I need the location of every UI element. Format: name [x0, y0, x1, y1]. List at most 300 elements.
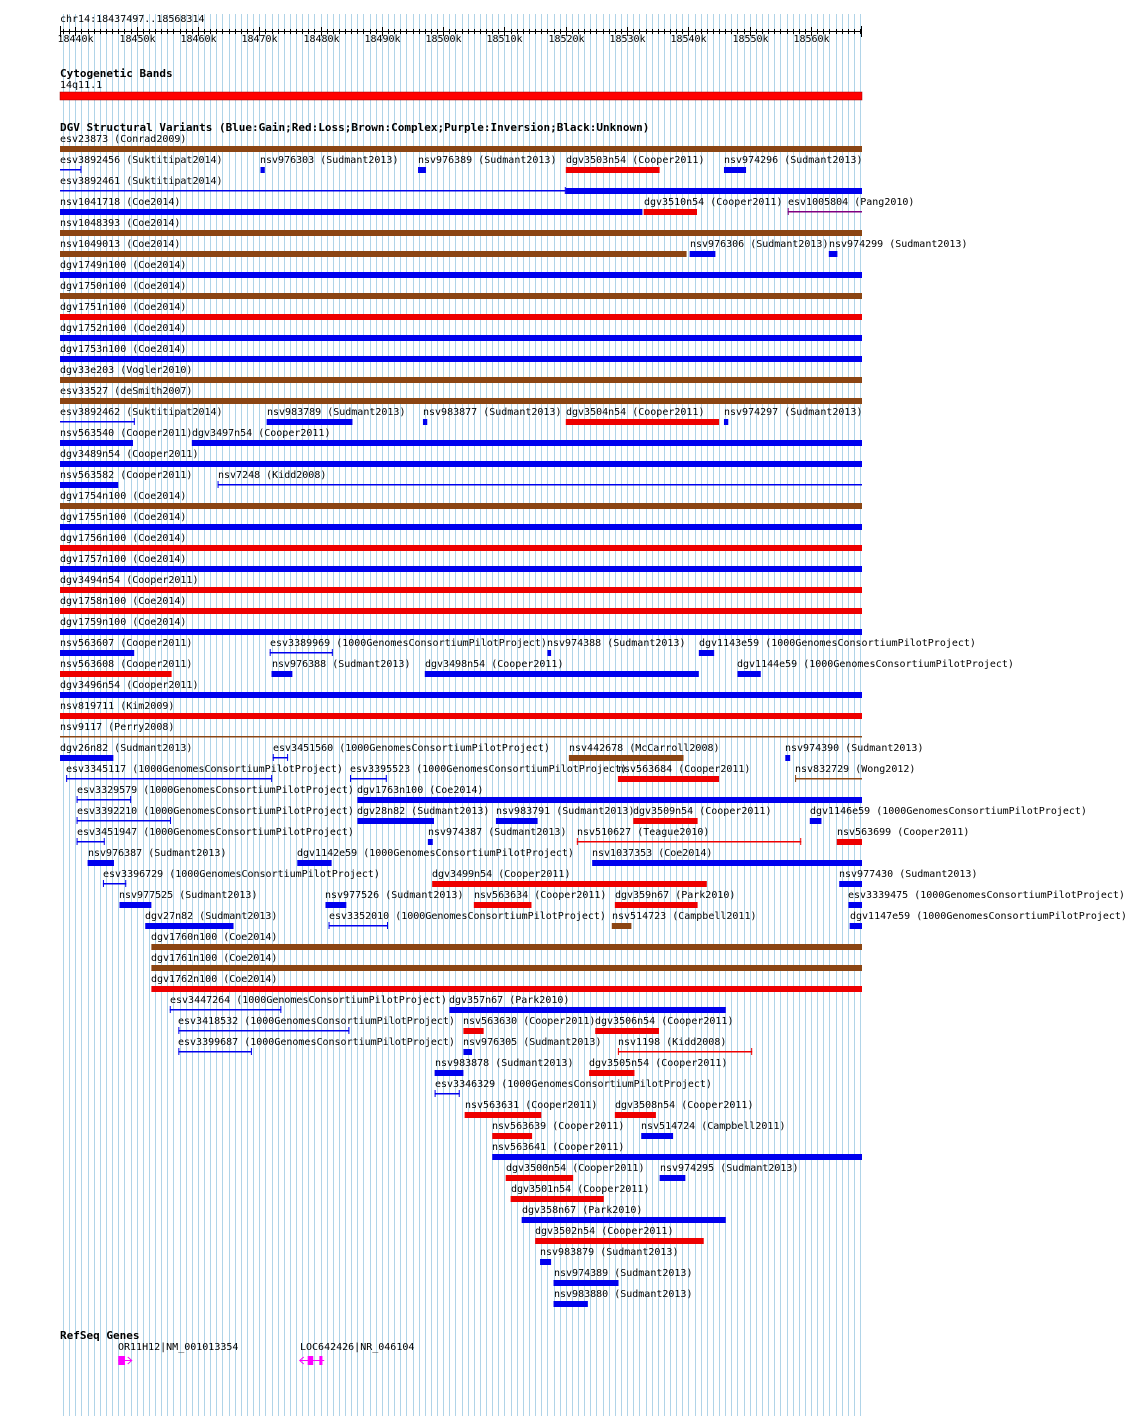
variant-range-line [66, 778, 272, 780]
variant-bar [151, 965, 862, 971]
variant-feature[interactable] [77, 796, 132, 803]
variant-feature[interactable] [60, 440, 133, 446]
variant-feature[interactable] [690, 251, 716, 257]
variant-bar [554, 1280, 619, 1286]
variant-feature[interactable] [425, 671, 699, 677]
variant-bar [615, 1112, 656, 1118]
variant-label: nsv976303 (Sudmant2013) [260, 155, 399, 166]
variant-range-start [435, 1090, 436, 1097]
variant-feature[interactable] [463, 1049, 472, 1055]
variant-bar [595, 1028, 659, 1034]
variant-feature[interactable] [554, 1301, 588, 1307]
variant-label: dgv28n82 (Sudmant2013) [357, 806, 490, 817]
variant-range-start [273, 754, 274, 761]
variant-label: nsv976306 (Sudmant2013) [690, 239, 829, 250]
variant-label: nsv7248 (Kidd2008) [218, 470, 327, 481]
variant-bar [699, 650, 714, 656]
variant-range-start [178, 1048, 179, 1055]
variant-row [0, 953, 890, 974]
variant-feature[interactable] [145, 923, 233, 929]
variant-label: dgv3499n54 (Cooper2011) [432, 869, 571, 880]
variant-bar [60, 692, 862, 698]
variant-label: dgv1751n100 (Coe2014) [60, 302, 187, 313]
variant-feature[interactable] [463, 1028, 483, 1034]
variant-bar [60, 293, 862, 299]
variant-feature[interactable] [60, 398, 862, 404]
variant-label: esv3892456 (Suktitipat2014) [60, 155, 223, 166]
variant-label: dgv3508n54 (Cooper2011) [615, 1100, 754, 1111]
variant-label: dgv1752n100 (Coe2014) [60, 323, 187, 334]
variant-feature[interactable] [267, 419, 353, 425]
variant-range-line [350, 778, 387, 780]
variant-bar [60, 146, 862, 152]
variant-range-line [218, 484, 862, 486]
variant-feature[interactable] [103, 880, 126, 887]
variant-bar [423, 419, 427, 425]
variant-feature[interactable] [60, 209, 642, 215]
variant-feature[interactable] [644, 209, 697, 215]
variant-bar [566, 167, 660, 173]
ruler-tick-label: 18510k [486, 34, 523, 45]
variant-feature[interactable] [60, 293, 862, 299]
variant-label: nsv563634 (Cooper2011) [474, 890, 607, 901]
variant-feature[interactable] [795, 775, 862, 782]
variant-range-line [178, 1030, 349, 1032]
variant-range-start [788, 208, 789, 215]
variant-feature[interactable] [60, 314, 862, 320]
variant-feature[interactable] [540, 1259, 551, 1265]
variant-bar [589, 1070, 634, 1076]
variant-range-end [125, 880, 126, 887]
variant-feature[interactable] [535, 1238, 704, 1244]
variant-feature[interactable] [77, 817, 171, 824]
variant-label: esv3345117 (1000GenomesConsortiumPilotProject) [66, 764, 343, 775]
variant-line [60, 736, 862, 738]
variant-range-end [332, 649, 333, 656]
variant-label: nsv976305 (Sudmant2013) [463, 1037, 602, 1048]
variant-line [60, 169, 81, 171]
variant-bar [119, 902, 151, 908]
variant-label: dgv1757n100 (Coe2014) [60, 554, 187, 565]
variant-range-start [577, 838, 578, 845]
variant-bar [615, 902, 698, 908]
gene-feature[interactable] [300, 1356, 325, 1365]
variant-feature[interactable] [60, 566, 862, 572]
variant-range-line [577, 841, 801, 843]
variant-bar [60, 587, 862, 593]
variant-bar [506, 1175, 573, 1181]
variant-label: dgv3505n54 (Cooper2011) [589, 1058, 728, 1069]
variant-bar [554, 1301, 588, 1307]
variant-feature[interactable] [810, 818, 822, 824]
variant-feature[interactable] [60, 524, 862, 530]
variant-feature[interactable] [60, 146, 862, 152]
variant-label: nsv983791 (Sudmant2013) [496, 806, 635, 817]
variant-feature[interactable] [435, 1070, 464, 1076]
variant-label: esv3352010 (1000GenomesConsortiumPilotProject) [329, 911, 606, 922]
variant-feature[interactable] [615, 902, 698, 908]
variant-bar [88, 860, 114, 866]
variant-range-end [271, 775, 272, 782]
variant-bar [60, 272, 862, 278]
variant-feature[interactable] [260, 167, 264, 173]
variant-label: dgv3509n54 (Cooper2011) [633, 806, 772, 817]
variant-label: nsv563684 (Cooper2011) [618, 764, 751, 775]
variant-bar [60, 713, 862, 719]
variant-label: nsv977525 (Sudmant2013) [119, 890, 258, 901]
ruler-tick-label: 18470k [241, 34, 278, 45]
variant-label: nsv563608 (Cooper2011) [60, 659, 193, 670]
variant-feature[interactable] [506, 1175, 573, 1181]
variant-feature[interactable] [595, 1028, 659, 1034]
variant-label: nsv974296 (Sudmant2013) [724, 155, 863, 166]
variant-feature[interactable] [829, 251, 838, 257]
variant-range-end [751, 1048, 752, 1055]
variant-range-start [77, 796, 78, 803]
variant-feature[interactable] [357, 797, 862, 803]
variant-bar [60, 482, 118, 488]
variant-label: dgv359n67 (Park2010) [615, 890, 736, 901]
variant-feature[interactable] [60, 272, 862, 278]
variant-feature[interactable] [837, 839, 862, 845]
variant-feature[interactable] [618, 776, 719, 782]
variant-end-cap [134, 418, 135, 425]
variant-label: nsv983879 (Sudmant2013) [540, 1247, 679, 1258]
variant-range-line [270, 652, 333, 654]
variant-feature[interactable] [699, 650, 714, 656]
variant-bar [418, 167, 426, 173]
variant-label: esv3339475 (1000GenomesConsortiumPilotProject) [848, 890, 1125, 901]
variant-label: dgv1762n100 (Coe2014) [151, 974, 278, 985]
variant-label: dgv3494n54 (Cooper2011) [60, 575, 199, 586]
variant-feature[interactable] [839, 881, 862, 887]
variant-feature[interactable] [850, 923, 862, 929]
variant-bar [463, 1028, 483, 1034]
gene-feature[interactable] [118, 1356, 131, 1365]
variant-feature[interactable] [618, 1048, 752, 1055]
variant-label: nsv563639 (Cooper2011) [492, 1121, 625, 1132]
variant-bar [660, 1175, 686, 1181]
variant-range-line [170, 1009, 282, 1011]
variant-range-line [273, 757, 288, 759]
variant-label: nsv1049013 (Coe2014) [60, 239, 181, 250]
variant-label: esv3346329 (1000GenomesConsortiumPilotProject) [435, 1079, 712, 1090]
variant-bar [522, 1217, 726, 1223]
variant-label: nsv563540 (Cooper2011) [60, 428, 193, 439]
variant-feature[interactable] [511, 1196, 604, 1202]
ruler-tick-label: 18520k [548, 34, 585, 45]
variant-label: dgv1750n100 (Coe2014) [60, 281, 187, 292]
variant-feature[interactable] [492, 1154, 862, 1160]
variant-feature[interactable] [496, 818, 538, 824]
variant-bar [60, 398, 862, 404]
variant-feature[interactable] [554, 1280, 619, 1286]
variant-feature[interactable] [60, 418, 135, 425]
variant-bar [428, 839, 433, 845]
variant-label: dgv3496n54 (Cooper2011) [60, 680, 199, 691]
variant-feature[interactable] [151, 986, 862, 992]
cytoband-track[interactable] [0, 92, 890, 102]
variant-label: dgv3501n54 (Cooper2011) [511, 1184, 650, 1195]
ruler-tick-label: 18540k [670, 34, 707, 45]
variant-feature[interactable] [60, 650, 134, 656]
variant-feature[interactable] [788, 208, 862, 215]
variant-label: dgv3497n54 (Cooper2011) [192, 428, 331, 439]
variant-label: esv3451947 (1000GenomesConsortiumPilotProject) [77, 827, 354, 838]
variant-label: dgv1758n100 (Coe2014) [60, 596, 187, 607]
variant-feature[interactable] [60, 356, 862, 362]
variant-bar [810, 818, 822, 824]
variant-label: esv33527 (deSmith2007) [60, 386, 193, 397]
variant-bar [641, 1133, 673, 1139]
variant-range-start [329, 922, 330, 929]
variant-end-cap [565, 187, 566, 194]
variant-range-line [788, 211, 862, 213]
variant-bar [60, 650, 134, 656]
variant-label: dgv27n82 (Sudmant2013) [145, 911, 278, 922]
variant-range-end [104, 838, 105, 845]
variant-bar [60, 503, 862, 509]
variant-feature[interactable] [633, 818, 697, 824]
variant-feature[interactable] [60, 230, 862, 236]
variant-range-end [280, 1006, 281, 1013]
variant-feature[interactable] [218, 481, 862, 488]
variant-feature[interactable] [60, 587, 862, 593]
variant-feature[interactable] [465, 1112, 542, 1118]
variant-label: nsv976389 (Sudmant2013) [418, 155, 557, 166]
variant-feature[interactable] [273, 754, 288, 761]
variant-label: nsv977526 (Sudmant2013) [325, 890, 464, 901]
variant-feature[interactable] [66, 775, 272, 782]
variant-end-cap [80, 166, 81, 173]
variant-row [0, 1100, 890, 1121]
variant-label: nsv9117 (Perry2008) [60, 722, 175, 733]
ruler-tick-label: 18480k [303, 34, 340, 45]
gene-exon [319, 1356, 322, 1365]
variant-feature[interactable] [724, 419, 728, 425]
variant-feature[interactable] [60, 692, 862, 698]
variant-label: dgv357n67 (Park2010) [449, 995, 570, 1006]
variant-row [0, 1205, 890, 1226]
variant-bar [325, 902, 346, 908]
variant-bar [60, 335, 862, 341]
variant-label: esv3329579 (1000GenomesConsortiumPilotProject) [77, 785, 354, 796]
variant-feature[interactable] [428, 839, 433, 845]
variant-feature[interactable] [297, 860, 331, 866]
variant-feature[interactable] [170, 1006, 282, 1013]
variant-feature[interactable] [60, 251, 687, 257]
variant-feature[interactable] [449, 1007, 725, 1013]
variant-feature[interactable] [492, 1133, 532, 1139]
variant-feature[interactable] [119, 902, 151, 908]
variant-feature[interactable] [566, 419, 719, 425]
variant-label: dgv358n67 (Park2010) [522, 1205, 643, 1216]
variant-feature[interactable] [566, 188, 862, 194]
variant-range-line [77, 799, 132, 801]
variant-label: nsv974388 (Sudmant2013) [547, 638, 686, 649]
variant-feature[interactable] [178, 1027, 349, 1034]
variant-feature[interactable] [329, 922, 388, 929]
variant-bar [839, 881, 862, 887]
variant-bar [829, 251, 838, 257]
variant-row [0, 1226, 890, 1247]
variant-label: dgv1759n100 (Coe2014) [60, 617, 187, 628]
variant-label: esv23873 (Conrad2009) [60, 134, 187, 145]
dgv-track-title: DGV Structural Variants (Blue:Gain;Red:Loss;Brown:Complex;Purple:Inversion;Black:Unknown) [60, 121, 650, 134]
variant-label: nsv563699 (Cooper2011) [837, 827, 970, 838]
variant-row [0, 1184, 890, 1205]
variant-bar [432, 881, 707, 887]
variant-feature[interactable] [577, 838, 801, 845]
variant-feature[interactable] [60, 608, 862, 614]
variant-feature[interactable] [60, 713, 862, 719]
variant-row [0, 932, 890, 953]
variant-feature[interactable] [192, 440, 862, 446]
variant-range-start [66, 775, 67, 782]
variant-bar [60, 440, 133, 446]
variant-feature[interactable] [435, 1090, 460, 1097]
variant-feature[interactable] [737, 671, 760, 677]
variant-feature[interactable] [569, 755, 684, 761]
variant-feature[interactable] [724, 167, 746, 173]
variant-label: nsv974389 (Sudmant2013) [554, 1268, 693, 1279]
variant-label: nsv983789 (Sudmant2013) [267, 407, 406, 418]
variant-feature[interactable] [350, 775, 387, 782]
variant-feature[interactable] [60, 482, 118, 488]
variant-bar [297, 860, 331, 866]
variant-label: dgv1763n100 (Coe2014) [357, 785, 484, 796]
variant-bar [151, 986, 862, 992]
variant-label: esv3395523 (1000GenomesConsortiumPilotProject) [350, 764, 627, 775]
variant-feature[interactable] [60, 736, 862, 738]
ruler-tick-label: 18490k [364, 34, 401, 45]
variant-label: dgv33e203 (Vogler2010) [60, 365, 193, 376]
variant-feature[interactable] [60, 755, 113, 761]
variant-line [60, 190, 566, 192]
ruler-tick-label: 18500k [425, 34, 462, 45]
variant-feature[interactable] [60, 187, 566, 194]
variant-label: esv3447264 (1000GenomesConsortiumPilotProject) [170, 995, 447, 1006]
variant-feature[interactable] [325, 902, 346, 908]
variant-label: nsv1198 (Kidd2008) [618, 1037, 727, 1048]
variant-feature[interactable] [60, 461, 862, 467]
variant-range-start [170, 1006, 171, 1013]
variant-range-end [251, 1048, 252, 1055]
variant-label: nsv563641 (Cooper2011) [492, 1142, 625, 1153]
variant-range-line [795, 778, 862, 780]
variant-feature[interactable] [60, 629, 862, 635]
variant-label: dgv1142e59 (1000GenomesConsortiumPilotProject) [297, 848, 574, 859]
variant-feature[interactable] [60, 503, 862, 509]
variant-feature[interactable] [547, 650, 551, 656]
variant-feature[interactable] [151, 965, 862, 971]
variant-feature[interactable] [60, 166, 81, 173]
variant-feature[interactable] [423, 419, 427, 425]
variant-bar [566, 188, 862, 194]
variant-label: dgv3498n54 (Cooper2011) [425, 659, 564, 670]
variant-feature[interactable] [522, 1217, 726, 1223]
variant-bar [260, 167, 264, 173]
variant-label: nsv442678 (McCarroll2008) [569, 743, 720, 754]
variant-range-start [77, 817, 78, 824]
variant-feature[interactable] [474, 902, 532, 908]
variant-bar [724, 419, 728, 425]
variant-feature[interactable] [60, 671, 172, 677]
variant-range-end [459, 1090, 460, 1097]
variant-feature[interactable] [60, 545, 862, 551]
variant-feature[interactable] [432, 881, 707, 887]
variant-feature[interactable] [151, 944, 862, 950]
variant-label: nsv514723 (Campbell2011) [612, 911, 757, 922]
variant-feature[interactable] [848, 902, 862, 908]
variant-feature[interactable] [60, 377, 862, 383]
variant-label: nsv983880 (Sudmant2013) [554, 1289, 693, 1300]
variant-feature[interactable] [178, 1048, 252, 1055]
variant-feature[interactable] [641, 1133, 673, 1139]
variant-bar [267, 419, 353, 425]
variant-bar [60, 755, 113, 761]
variant-label: nsv514724 (Campbell2011) [641, 1121, 786, 1132]
variant-label: nsv819711 (Kim2009) [60, 701, 175, 712]
variant-feature[interactable] [615, 1112, 656, 1118]
variant-label: esv3418532 (1000GenomesConsortiumPilotProject) [178, 1016, 455, 1027]
variant-feature[interactable] [60, 335, 862, 341]
variant-feature[interactable] [566, 167, 660, 173]
variant-range-line [77, 841, 105, 843]
ruler-tick-label: 18460k [180, 34, 217, 45]
variant-feature[interactable] [592, 860, 862, 866]
variant-label: nsv832729 (Wong2012) [795, 764, 916, 775]
variant-range-line [435, 1093, 460, 1095]
variant-label: esv3399687 (1000GenomesConsortiumPilotProject) [178, 1037, 455, 1048]
variant-bar [60, 629, 862, 635]
variant-feature[interactable] [418, 167, 426, 173]
variant-feature[interactable] [785, 755, 790, 761]
variant-label: esv3389969 (1000GenomesConsortiumPilotProject) [270, 638, 547, 649]
variant-range-end [387, 922, 388, 929]
variant-label: dgv1761n100 (Coe2014) [151, 953, 278, 964]
variant-bar [60, 230, 862, 236]
variant-label: esv3451560 (1000GenomesConsortiumPilotProject) [273, 743, 550, 754]
variant-bar [60, 671, 172, 677]
variant-label: dgv1749n100 (Coe2014) [60, 260, 187, 271]
variant-feature[interactable] [357, 818, 434, 824]
variant-row [0, 974, 890, 995]
variant-bar [151, 944, 862, 950]
ruler-tick-label: 18560k [793, 34, 830, 45]
variant-feature[interactable] [589, 1070, 634, 1076]
variant-range-line [329, 925, 388, 927]
variant-feature[interactable] [77, 838, 105, 845]
variant-label: nsv1048393 (Coe2014) [60, 218, 181, 229]
variant-label: esv3396729 (1000GenomesConsortiumPilotProject) [103, 869, 380, 880]
variant-feature[interactable] [88, 860, 114, 866]
variant-feature[interactable] [270, 649, 333, 656]
variant-feature[interactable] [660, 1175, 686, 1181]
variant-label: dgv3500n54 (Cooper2011) [506, 1163, 645, 1174]
variant-label: esv3392210 (1000GenomesConsortiumPilotProject) [77, 806, 354, 817]
variant-label: nsv563582 (Cooper2011) [60, 470, 193, 481]
variant-feature[interactable] [272, 671, 293, 677]
variant-range-start [795, 775, 796, 782]
variant-label: dgv3502n54 (Cooper2011) [535, 1226, 674, 1237]
variant-label: nsv563607 (Cooper2011) [60, 638, 193, 649]
variant-feature[interactable] [612, 923, 632, 929]
variant-bar [145, 923, 233, 929]
ruler-tick-label: 18550k [732, 34, 769, 45]
variant-bar [60, 356, 862, 362]
variant-bar [60, 377, 862, 383]
